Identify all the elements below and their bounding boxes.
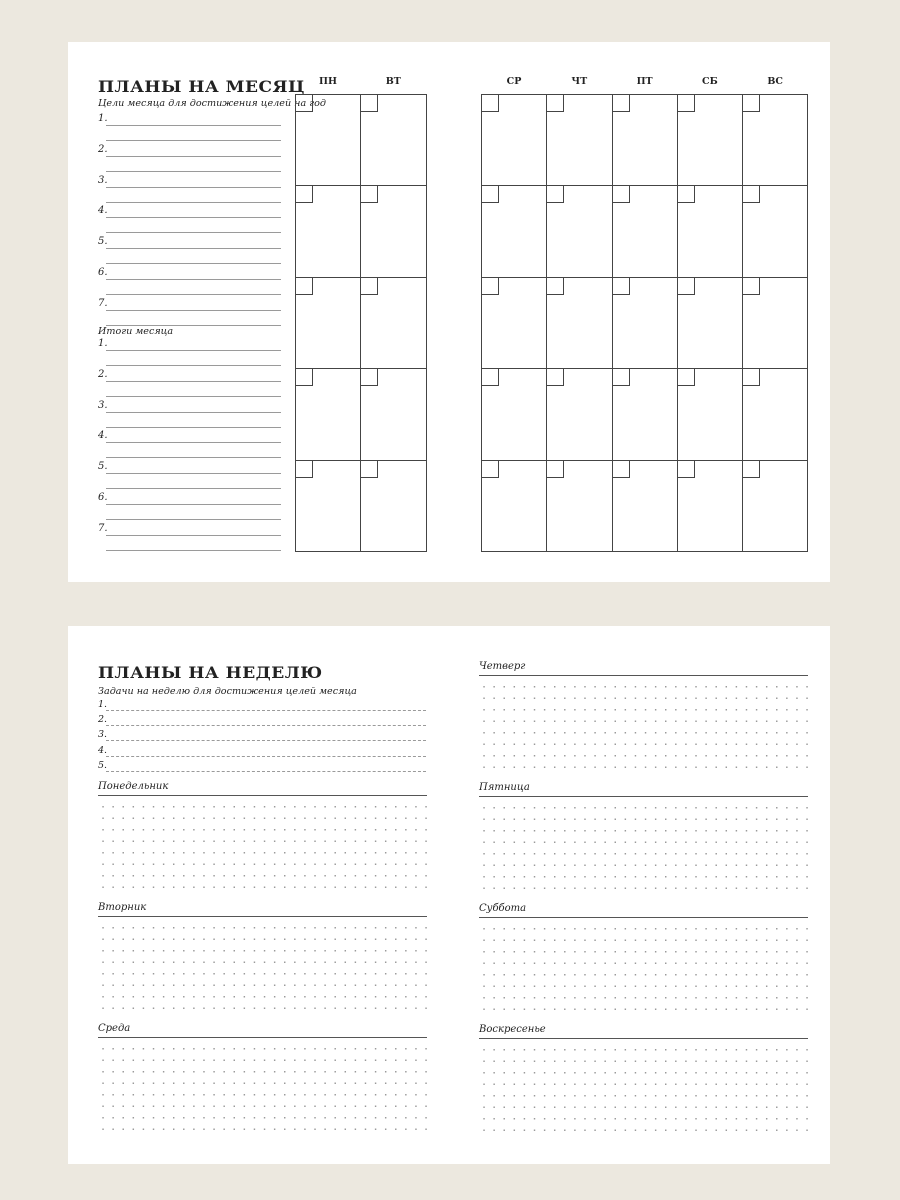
dot-grid: [479, 923, 809, 1015]
task-line: [106, 725, 426, 726]
calendar-day-cell: [481, 460, 547, 552]
list-number: 5.: [98, 461, 108, 473]
list-number: 7.: [98, 297, 108, 309]
write-line: [106, 217, 281, 218]
list-number: 4.: [98, 205, 108, 217]
calendar-day-cell: [677, 185, 743, 277]
calendar-day-cell: [546, 460, 612, 552]
calendar-day-cell: [677, 94, 743, 186]
date-box: [743, 278, 760, 295]
calendar-day-cell: [612, 185, 678, 277]
page-title: ПЛАНЫ НА МЕСЯЦ: [98, 77, 305, 97]
write-line: [106, 232, 281, 233]
day-label: Суббота: [479, 903, 527, 914]
date-box: [361, 186, 378, 203]
date-box: [361, 95, 378, 112]
calendar-day-cell: [481, 185, 547, 277]
day-underline: [479, 675, 808, 676]
calendar-day-cell: [360, 94, 426, 186]
calendar-day-cell: [546, 368, 612, 460]
day-label: Понедельник: [98, 781, 169, 792]
date-box: [361, 461, 378, 478]
page-title: ПЛАНЫ НА НЕДЕЛЮ: [98, 663, 323, 683]
list-number: 1.: [98, 113, 108, 124]
calendar-day-cell: [742, 277, 808, 369]
day-header: СР: [506, 76, 522, 87]
date-box: [482, 369, 499, 386]
goals-label: Цели месяца для достижения целей на год: [98, 98, 326, 109]
date-box: [743, 461, 760, 478]
day-label: Воскресенье: [479, 1024, 546, 1035]
date-box: [547, 278, 564, 295]
day-header: ВС: [767, 76, 783, 87]
task-line: [106, 740, 426, 741]
write-line: [106, 187, 281, 188]
calendar-day-cell: [612, 277, 678, 369]
day-header: СБ: [702, 76, 718, 87]
write-line: [106, 550, 281, 551]
write-line: [106, 248, 281, 249]
date-box: [296, 461, 313, 478]
write-line: [106, 381, 281, 382]
dot-grid: [479, 681, 809, 773]
day-label: Пятница: [479, 782, 530, 793]
date-box: [296, 95, 313, 112]
tasks-label: Задачи на неделю для достижения целей месяца: [98, 686, 357, 697]
date-box: [296, 186, 313, 203]
calendar-day-cell: [481, 94, 547, 186]
list-number: 6.: [98, 492, 108, 503]
day-label: Четверг: [479, 661, 526, 672]
calendar-day-cell: [546, 185, 612, 277]
list-number: 3.: [98, 399, 108, 411]
calendar-day-cell: [742, 368, 808, 460]
date-box: [678, 369, 695, 386]
write-line: [106, 310, 281, 311]
summary-label: Итоги месяца: [98, 326, 174, 337]
calendar-day-cell: [360, 460, 426, 552]
calendar-day-cell: [481, 277, 547, 369]
date-box: [613, 278, 630, 295]
write-line: [106, 519, 281, 520]
day-underline: [98, 795, 427, 796]
day-underline: [479, 796, 808, 797]
write-line: [106, 171, 281, 172]
write-line: [106, 457, 281, 458]
task-number: 4.: [98, 744, 108, 756]
write-line: [106, 488, 281, 489]
day-underline: [98, 916, 427, 917]
write-line: [106, 535, 281, 536]
calendar-day-cell: [360, 185, 426, 277]
date-box: [743, 95, 760, 112]
day-underline: [98, 1037, 427, 1038]
day-header: ПТ: [636, 76, 653, 87]
calendar-day-cell: [677, 368, 743, 460]
date-box: [678, 461, 695, 478]
list-number: 2.: [98, 143, 108, 155]
date-box: [613, 369, 630, 386]
date-box: [482, 278, 499, 295]
calendar-day-cell: [742, 94, 808, 186]
task-number: 5.: [98, 759, 108, 771]
dot-grid: [98, 801, 428, 893]
list-number: 4.: [98, 430, 108, 442]
calendar-day-cell: [677, 460, 743, 552]
date-box: [296, 369, 313, 386]
write-line: [106, 294, 281, 295]
date-box: [613, 461, 630, 478]
date-box: [547, 369, 564, 386]
write-line: [106, 140, 281, 141]
write-line: [106, 412, 281, 413]
task-number: 2.: [98, 714, 108, 726]
date-box: [361, 278, 378, 295]
calendar-day-cell: [742, 185, 808, 277]
day-label: Среда: [98, 1023, 131, 1034]
date-box: [547, 461, 564, 478]
list-number: 5.: [98, 236, 108, 248]
write-line: [106, 427, 281, 428]
date-box: [613, 95, 630, 112]
write-line: [106, 504, 281, 505]
list-number: 7.: [98, 522, 108, 534]
date-box: [482, 95, 499, 112]
calendar-day-cell: [360, 277, 426, 369]
dot-grid: [98, 922, 428, 1014]
calendar-day-cell: [742, 460, 808, 552]
calendar-day-cell: [295, 368, 361, 460]
calendar-day-cell: [295, 94, 361, 186]
day-underline: [479, 1038, 808, 1039]
write-line: [106, 263, 281, 264]
date-box: [743, 369, 760, 386]
date-box: [678, 95, 695, 112]
write-line: [106, 350, 281, 351]
write-line: [106, 365, 281, 366]
dot-grid: [479, 1044, 809, 1136]
date-box: [482, 186, 499, 203]
calendar-day-cell: [295, 185, 361, 277]
day-header: ЧТ: [571, 76, 588, 87]
day-header: ПН: [319, 76, 337, 87]
list-number: 3.: [98, 174, 108, 186]
dot-grid: [479, 802, 809, 894]
calendar-day-cell: [546, 94, 612, 186]
date-box: [743, 186, 760, 203]
monthly-planner-page: [68, 42, 830, 582]
task-line: [106, 756, 426, 757]
date-box: [296, 278, 313, 295]
task-number: 1.: [98, 699, 108, 710]
calendar-day-cell: [612, 368, 678, 460]
calendar-day-cell: [612, 94, 678, 186]
date-box: [678, 186, 695, 203]
calendar-day-cell: [546, 277, 612, 369]
calendar-day-cell: [360, 368, 426, 460]
date-box: [361, 369, 378, 386]
date-box: [547, 95, 564, 112]
write-line: [106, 125, 281, 126]
day-header: ВТ: [385, 76, 401, 87]
dot-grid: [98, 1043, 428, 1135]
write-line: [106, 473, 281, 474]
weekly-planner-page: [68, 626, 830, 1164]
calendar-day-cell: [295, 277, 361, 369]
calendar-day-cell: [295, 460, 361, 552]
write-line: [106, 202, 281, 203]
date-box: [613, 186, 630, 203]
list-number: 1.: [98, 338, 108, 349]
write-line: [106, 442, 281, 443]
write-line: [106, 156, 281, 157]
task-line: [106, 710, 426, 711]
calendar-day-cell: [612, 460, 678, 552]
date-box: [678, 278, 695, 295]
task-line: [106, 771, 426, 772]
list-number: 6.: [98, 267, 108, 278]
calendar-day-cell: [481, 368, 547, 460]
day-label: Вторник: [98, 902, 147, 913]
write-line: [106, 279, 281, 280]
list-number: 2.: [98, 368, 108, 380]
date-box: [482, 461, 499, 478]
write-line: [106, 396, 281, 397]
day-underline: [479, 917, 808, 918]
task-number: 3.: [98, 729, 108, 741]
date-box: [547, 186, 564, 203]
calendar-day-cell: [677, 277, 743, 369]
